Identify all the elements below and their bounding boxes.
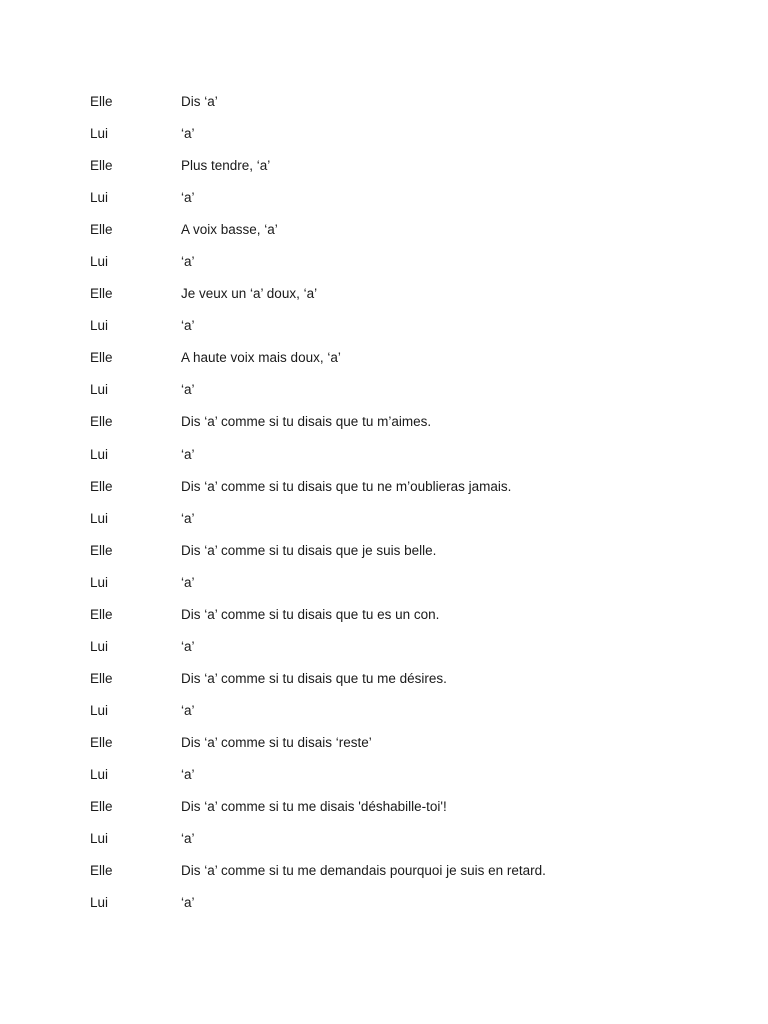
dialogue-line: [90, 702, 730, 734]
dialogue-line: [90, 894, 730, 926]
dialogue-line: [90, 830, 730, 862]
dialogue-text: ‘a’: [181, 190, 195, 206]
dialogue-text: Dis ‘a’ comme si tu disais que tu ne m’oublieras jamais.: [181, 478, 512, 494]
dialogue-line: [90, 574, 730, 606]
dialogue-text: ‘a’: [181, 254, 195, 270]
speaker-name: Lui: [90, 382, 109, 398]
speaker-name: Elle: [90, 799, 113, 815]
dialogue-line: [90, 478, 730, 510]
dialogue-line: [90, 349, 730, 381]
speaker-name: Elle: [90, 286, 113, 302]
speaker-name: Lui: [90, 126, 109, 142]
dialogue-text: Dis ‘a’ comme si tu disais que tu es un con.: [181, 606, 440, 622]
dialogue-text: Dis ‘a’ comme si tu me disais 'déshabille-toi'!: [181, 799, 447, 815]
dialogue-text: Dis ‘a’: [181, 94, 218, 109]
dialogue-line: [90, 446, 730, 478]
dialogue-line: [90, 221, 730, 253]
dialogue-text: ‘a’: [181, 446, 195, 462]
dialogue-line: [90, 542, 730, 574]
speaker-name: Lui: [90, 766, 109, 782]
dialogue-text: ‘a’: [181, 766, 195, 782]
speaker-name: Lui: [90, 831, 109, 847]
dialogue-line: [90, 381, 730, 413]
dialogue-line: [90, 317, 730, 349]
speaker-name: Lui: [90, 318, 109, 334]
dialogue-line: [90, 510, 730, 542]
dialogue-text: Dis ‘a’ comme si tu disais que je suis belle.: [181, 542, 437, 558]
speaker-name: Elle: [90, 414, 113, 430]
dialogue-text: ‘a’: [181, 702, 195, 718]
speaker-name: Elle: [90, 670, 113, 686]
speaker-name: Lui: [90, 446, 109, 462]
speaker-name: Elle: [90, 350, 113, 366]
dialogue-line: [90, 606, 730, 638]
dialogue-text: ‘a’: [181, 638, 195, 654]
dialogue-text: A voix basse, ‘a’: [181, 222, 278, 238]
dialogue-text: ‘a’: [181, 574, 195, 590]
dialogue-text: ‘a’: [181, 510, 195, 526]
speaker-name: Elle: [90, 863, 113, 879]
speaker-name: Lui: [90, 638, 109, 654]
speaker-name: Elle: [90, 158, 113, 174]
dialogue-text: ‘a’: [181, 831, 195, 847]
dialogue-text: Dis ‘a’ comme si tu disais ‘reste’: [181, 734, 372, 750]
dialogue-line: [90, 734, 730, 766]
dialogue-line: [90, 125, 730, 157]
dialogue-text: ‘a’: [181, 895, 195, 911]
speaker-name: Elle: [90, 542, 113, 558]
dialogue-text: A haute voix mais doux, ‘a’: [181, 350, 341, 366]
dialogue-line: [90, 670, 730, 702]
dialogue-text: ‘a’: [181, 382, 195, 398]
dialogue-line: [90, 766, 730, 798]
speaker-name: Lui: [90, 510, 109, 526]
speaker-name: Lui: [90, 254, 109, 270]
dialogue-line: [90, 862, 730, 894]
speaker-name: Lui: [90, 574, 109, 590]
dialogue-line: [90, 157, 730, 189]
dialogue-script: [90, 93, 730, 926]
speaker-name: Lui: [90, 190, 109, 206]
dialogue-line: [90, 638, 730, 670]
speaker-name: Elle: [90, 734, 113, 750]
dialogue-text: Dis ‘a’ comme si tu me demandais pourquoi je suis en retard.: [181, 863, 546, 879]
dialogue-line: [90, 285, 730, 317]
dialogue-text: ‘a’: [181, 318, 195, 334]
speaker-name: Elle: [90, 478, 113, 494]
dialogue-line: [90, 253, 730, 285]
dialogue-text: Dis ‘a’ comme si tu disais que tu me désires.: [181, 670, 447, 686]
dialogue-line: [90, 93, 730, 125]
speaker-name: Lui: [90, 702, 109, 718]
dialogue-line: [90, 798, 730, 830]
speaker-name: Elle: [90, 94, 113, 109]
dialogue-text: Dis ‘a’ comme si tu disais que tu m’aimes.: [181, 414, 432, 430]
speaker-name: Elle: [90, 222, 113, 238]
speaker-name: Lui: [90, 895, 109, 911]
speaker-name: Elle: [90, 606, 113, 622]
dialogue-text: Plus tendre, ‘a’: [181, 158, 271, 174]
dialogue-line: [90, 413, 730, 445]
dialogue-line: [90, 189, 730, 221]
dialogue-text: ‘a’: [181, 126, 195, 142]
dialogue-text: Je veux un ‘a’ doux, ‘a’: [181, 286, 318, 302]
